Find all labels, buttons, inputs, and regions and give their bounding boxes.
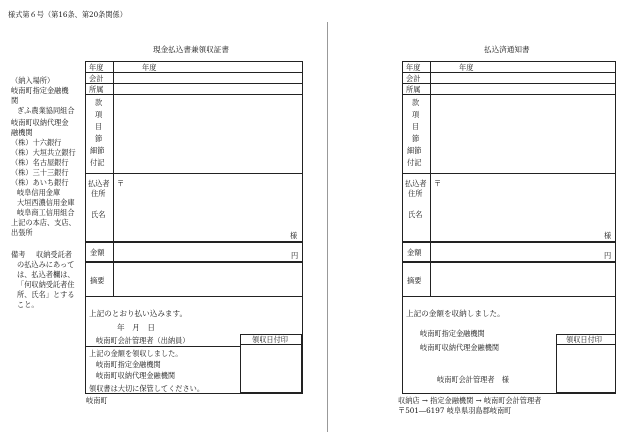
side-line: （株）大垣共立銀行: [11, 148, 76, 157]
note-line: 所、氏名」とする: [17, 290, 75, 299]
right-kou-label: 款: [412, 98, 420, 107]
right-postal: 〒: [434, 179, 442, 188]
right-sama: 様: [604, 231, 612, 240]
left-bottom-keep: 領収書は大切に保管してください。: [89, 384, 205, 393]
note-label: 備考: [11, 250, 26, 259]
left-tekiyo-label: 摘要: [90, 276, 105, 285]
note-line: は、払込者欄は、: [17, 270, 75, 279]
left-year-label: 年度: [89, 63, 104, 72]
left-fuki-label: 付記: [90, 158, 105, 167]
side-line: （株）名古屋銀行: [11, 158, 69, 167]
place-label: （納入場所）: [11, 76, 55, 85]
note-line: 収納受託者: [36, 250, 72, 259]
left-bottom-line1: 上記のとおり払い込みます。: [89, 309, 188, 318]
center-divider: [327, 22, 328, 432]
side-line: 岐南町指定金融機: [11, 86, 69, 95]
side-line: 出張所: [11, 228, 33, 237]
right-bottom-bank1: 岐南町指定金融機関: [420, 329, 485, 338]
note-line: こと。: [17, 300, 39, 309]
left-kou-label: 款: [95, 98, 103, 107]
right-setsu-label: 節: [412, 134, 420, 143]
left-postal: 〒: [117, 179, 125, 188]
right-footer1: 収納店 → 指定金融機関 → 岐南町会計管理者: [398, 396, 542, 405]
right-bottom-manager: 岐南町会計管理者 様: [437, 375, 509, 384]
right-moku-label: 目: [412, 122, 420, 131]
right-title: 払込済通知書: [484, 45, 530, 54]
side-line: （株）十六銀行: [11, 138, 62, 147]
right-address-label: 住所: [408, 189, 423, 198]
form-number: 様式第６号（第16条、第20条関係）: [8, 10, 127, 19]
side-line: 関: [11, 96, 19, 105]
right-stamp-label: 領収日付印: [566, 335, 602, 344]
left-bottom-date: 年 月 日: [117, 323, 155, 332]
left-kaikei-label: 会計: [89, 74, 104, 83]
note-line: の払込みにあって: [17, 260, 75, 269]
right-amount-label: 金額: [407, 248, 422, 257]
right-payer-label: 払込者: [405, 179, 427, 188]
left-setsu-label: 節: [95, 134, 103, 143]
left-year-value: 年度: [142, 63, 157, 72]
left-kou2-label: 項: [95, 110, 103, 119]
right-shozoku-label: 所属: [406, 85, 421, 94]
right-name-label: 氏名: [408, 210, 423, 219]
left-amount-label: 金額: [90, 248, 105, 257]
left-stamp-label: 領収日付印: [252, 335, 288, 344]
side-line: 融機関: [11, 128, 33, 137]
right-yen: 円: [604, 251, 612, 260]
right-fuki-label: 付記: [407, 158, 422, 167]
left-bottom-bank2: 岐南町収納代理金融機関: [96, 371, 176, 380]
right-tekiyo-label: 摘要: [407, 276, 422, 285]
side-line: （株）三十三銀行: [11, 168, 69, 177]
left-name-label: 氏名: [91, 210, 106, 219]
left-bottom-line2: 上記の金額を領収しました。: [89, 349, 183, 358]
side-line: （株）あいち銀行: [11, 178, 69, 187]
right-saisetsu-label: 細節: [407, 146, 422, 155]
left-bottom-manager: 岐南町会計管理者（出納員）: [96, 336, 190, 345]
left-title: 現金払込書兼領収証書: [153, 45, 229, 54]
right-kaikei-label: 会計: [406, 74, 421, 83]
left-bottom-bank1: 岐南町指定金融機関: [96, 360, 161, 369]
left-footer: 岐南町: [86, 396, 108, 405]
left-payer-label: 払込者: [88, 179, 110, 188]
left-saisetsu-label: 細節: [90, 146, 105, 155]
side-line: 岐阜商工信用組合: [17, 208, 75, 217]
left-address-label: 住所: [91, 189, 106, 198]
left-sama: 様: [290, 231, 298, 240]
side-line: 上記の本店、支店、: [11, 218, 76, 227]
side-line: ぎふ農業協同組合: [17, 106, 75, 115]
left-yen: 円: [291, 251, 299, 260]
left-moku-label: 目: [95, 122, 103, 131]
right-footer2: 〒501―6197 岐阜県羽島郡岐南町: [398, 406, 512, 415]
left-shozoku-label: 所属: [89, 85, 104, 94]
right-bottom-bank2: 岐南町収納代理金融機関: [420, 343, 500, 352]
right-year-value: 年度: [459, 63, 474, 72]
note-line: 「何収納受託者住: [17, 280, 75, 289]
right-kou2-label: 項: [412, 110, 420, 119]
right-year-label: 年度: [406, 63, 421, 72]
side-line: 大垣西濃信用金庫: [17, 198, 75, 207]
side-line: 岐阜信用金庫: [17, 188, 61, 197]
side-line: 岐南町収納代理金: [11, 118, 69, 127]
right-bottom-line1: 上記の金額を収納しました。: [406, 309, 505, 318]
